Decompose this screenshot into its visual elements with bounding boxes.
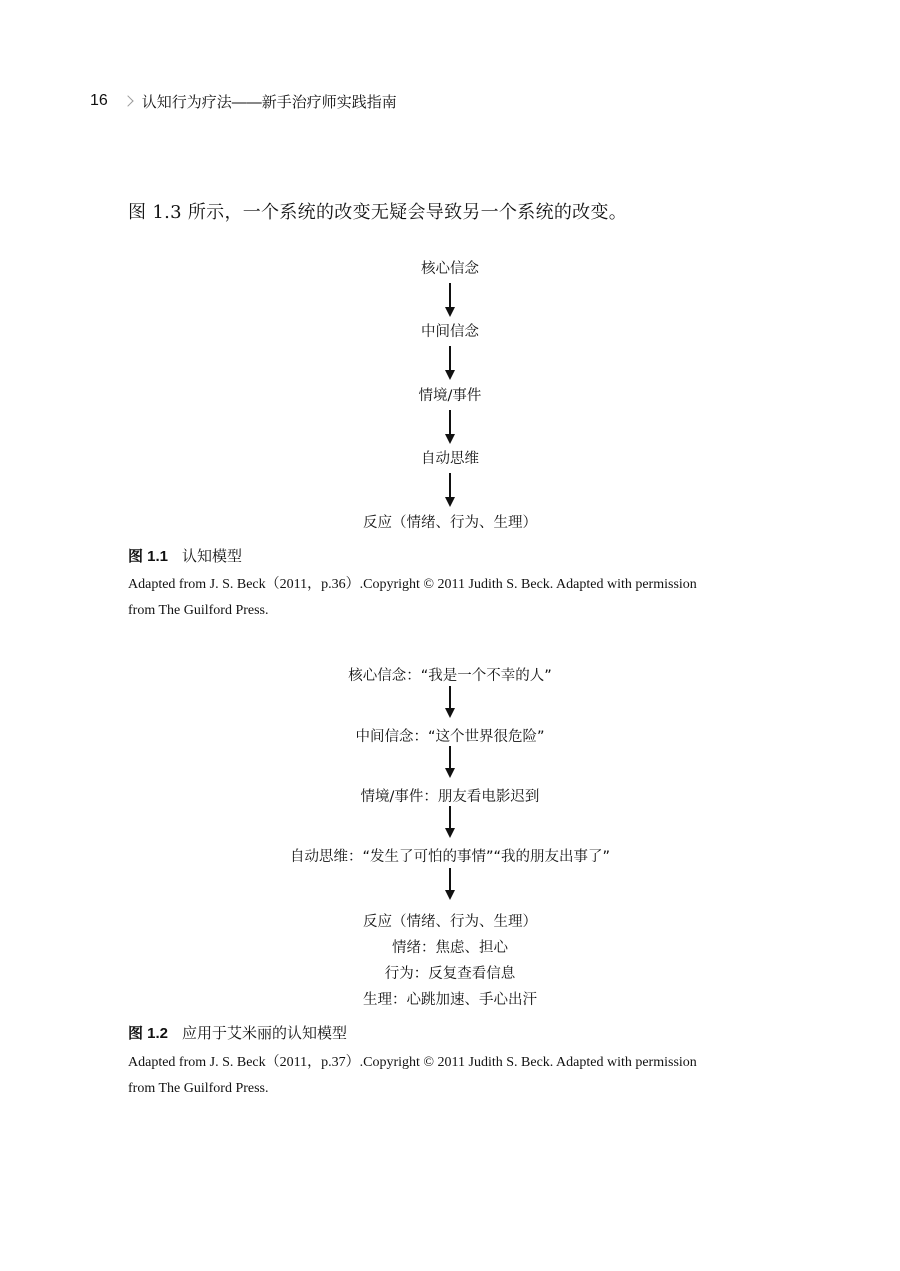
figure-1-1-caption xyxy=(128,545,242,566)
arrow-down-icon xyxy=(442,283,458,317)
figure-number: 图 1.1 xyxy=(128,548,169,565)
chevron-right-icon xyxy=(122,95,133,106)
node-core-belief: 核心信念 xyxy=(421,261,479,277)
arrow-down-icon xyxy=(442,806,458,838)
figure-1-2-source xyxy=(128,1050,788,1102)
arrow-down-icon xyxy=(442,868,458,900)
page-number: 16 xyxy=(90,92,108,109)
node-situation: 情境/事件：朋友看电影迟到 xyxy=(360,789,540,805)
source-line: Adapted from J. S. Beck（2011，p.36）.Copyright © 2011 Judith S. Beck. Adapted with permission xyxy=(128,577,697,592)
running-title: 认知行为疗法——新手治疗师实践指南 xyxy=(141,93,397,111)
figure-1-1-source xyxy=(128,572,788,624)
node-core-belief: 核心信念：“我是一个不幸的人” xyxy=(348,668,552,684)
running-header xyxy=(90,90,397,112)
arrow-down-icon xyxy=(442,346,458,380)
figure-title: 应用于艾米丽的认知模型 xyxy=(182,1024,348,1042)
source-line: Adapted from J. S. Beck（2011，p.37）.Copyright © 2011 Judith S. Beck. Adapted with permission xyxy=(128,1055,697,1070)
node-reaction-behavior: 行为：反复查看信息 xyxy=(384,966,516,982)
arrow-down-icon xyxy=(442,410,458,444)
node-reaction: 反应（情绪、行为、生理） xyxy=(363,914,537,930)
arrow-down-icon xyxy=(442,686,458,718)
arrow-down-icon xyxy=(442,473,458,507)
intro-paragraph: 图 1.3 所示，一个系统的改变无疑会导致另一个系统的改变。 xyxy=(128,202,628,223)
figure-number: 图 1.2 xyxy=(128,1025,169,1042)
figure-title: 认知模型 xyxy=(182,547,243,565)
node-automatic-thoughts: 自动思维 xyxy=(421,451,479,467)
node-reaction-physiology: 生理：心跳加速、手心出汗 xyxy=(363,992,537,1008)
arrow-down-icon xyxy=(442,746,458,778)
figure-1-2-caption xyxy=(128,1022,347,1043)
source-line: from The Guilford Press. xyxy=(128,1081,269,1096)
source-line: from The Guilford Press. xyxy=(128,603,269,618)
node-situation: 情境/事件 xyxy=(418,388,482,404)
node-reaction: 反应（情绪、行为、生理） xyxy=(363,515,537,531)
node-intermediate-belief: 中间信念：“这个世界很危险” xyxy=(355,729,545,745)
node-intermediate-belief: 中间信念 xyxy=(421,324,479,340)
node-reaction-emotion: 情绪：焦虑、担心 xyxy=(392,940,508,956)
node-automatic-thoughts: 自动思维：“发生了可怕的事情”“我的朋友出事了” xyxy=(289,849,611,865)
